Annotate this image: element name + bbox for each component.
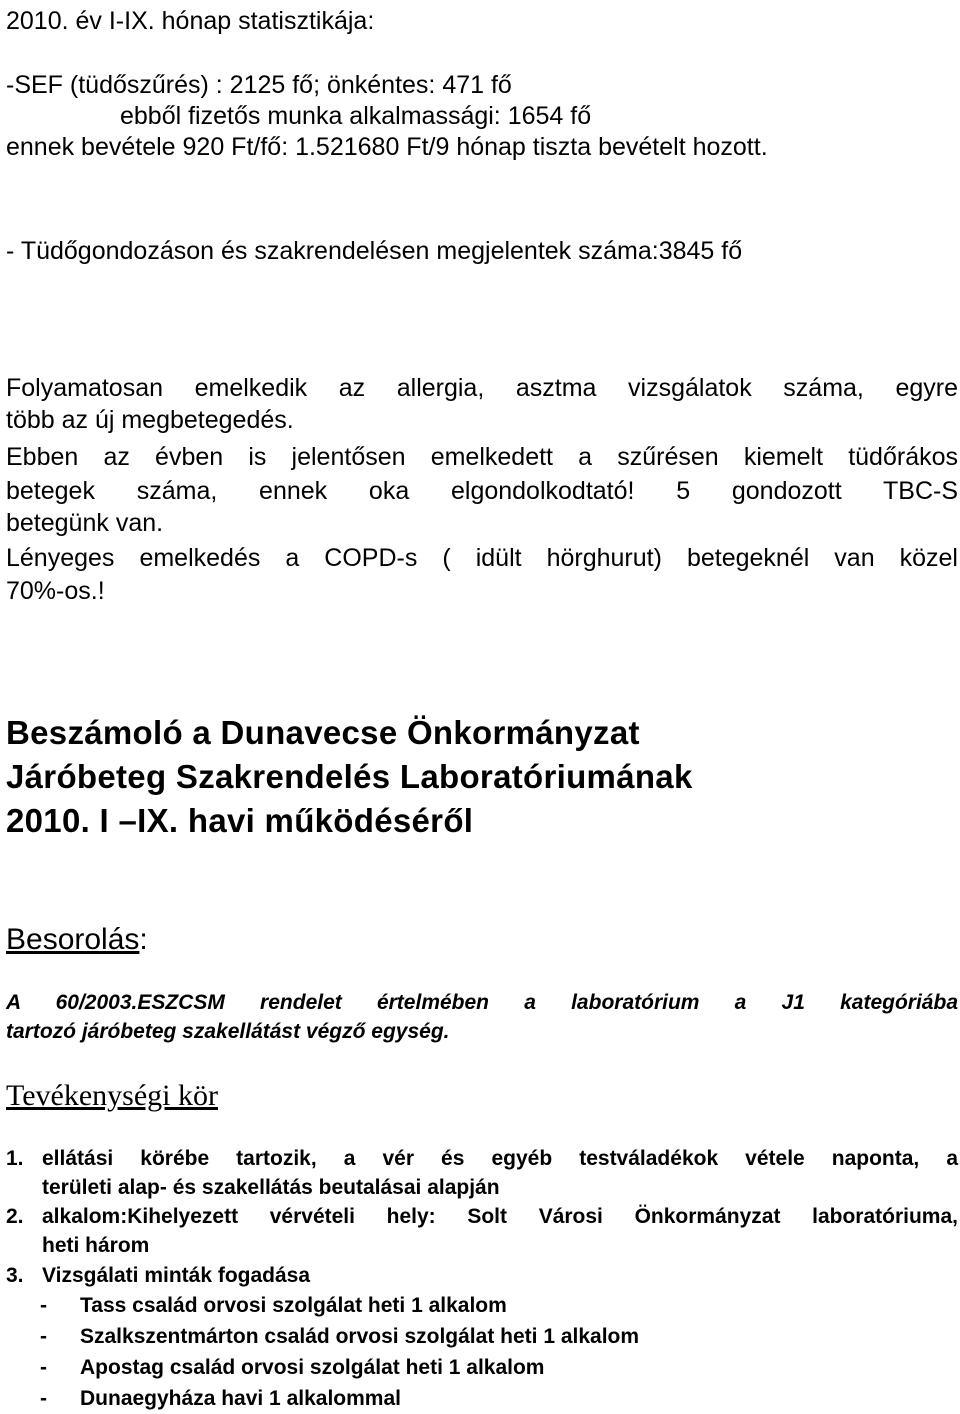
item-1-number: 1. xyxy=(6,1147,24,1170)
stats-title: 2010. év I-IX. hónap statisztikája: xyxy=(6,7,375,35)
sub-item-1-dash: - xyxy=(40,1294,47,1317)
paragraph-line-1: Folyamatosan emelkedik az allergia, asztma vizsgálatok száma, egyre xyxy=(6,374,958,402)
besorolas-heading-text: Besorolás xyxy=(6,923,140,956)
report-title-line-1: Beszámoló a Dunavecse Önkormányzat xyxy=(6,714,640,751)
item-3-line-1: Vizsgálati minták fogadása xyxy=(42,1264,311,1287)
item-3-number: 3. xyxy=(6,1264,24,1287)
sub-item-3-text: Apostag család orvosi szolgálat heti 1 alkalom xyxy=(80,1356,545,1379)
report-title-line-2: Járóbeteg Szakrendelés Laboratóriumának xyxy=(6,758,693,795)
paragraph-line-5: betegünk van. xyxy=(6,509,164,537)
sub-item-1-text: Tass család orvosi szolgálat heti 1 alkalom xyxy=(80,1294,507,1317)
stats-line-paid: ebből fizetős munka alkalmassági: 1654 fő xyxy=(120,102,592,130)
stats-line-sef: -SEF (tüdőszűrés) : 2125 fő; önkéntes: 471 fő xyxy=(6,71,512,99)
paragraph-line-2: több az új megbetegedés. xyxy=(6,406,294,434)
tevekenyseg-heading: Tevékenységi kör xyxy=(6,1079,218,1112)
paragraph-line-3: Ebben az évben is jelentősen emelkedett a szűrésen kiemelt tüdőrákos xyxy=(6,443,958,471)
paragraph-line-7: 70%-os.! xyxy=(6,577,105,605)
besorolas-line-1: A 60/2003.ESZCSM rendelet értelmében a laboratórium a J1 kategóriába xyxy=(6,991,958,1014)
item-1-line-2: területi alap- és szakellátás beutalásai alapján xyxy=(42,1176,500,1199)
sub-item-3-dash: - xyxy=(40,1356,47,1379)
item-2-number: 2. xyxy=(6,1205,24,1228)
paragraph-line-6: Lényeges emelkedés a COPD-s ( idült hörghurut) betegeknél van közel xyxy=(6,544,958,572)
sub-item-4-dash: - xyxy=(40,1387,47,1410)
sub-item-2-text: Szalkszentmárton család orvosi szolgálat heti 1 alkalom xyxy=(80,1325,640,1348)
paragraph-line-4: betegek száma, ennek oka elgondolkodtató! 5 gondozott TBC-S xyxy=(6,477,958,505)
besorolas-heading xyxy=(6,922,148,958)
item-1-line-1: ellátási körébe tartozik, a vér és egyéb testváladékok vétele naponta, a xyxy=(42,1147,958,1170)
stats-line-visits: - Tüdőgondozáson és szakrendelésen megjelentek száma:3845 fő xyxy=(6,237,743,265)
stats-line-revenue: ennek bevétele 920 Ft/fő: 1.521680 Ft/9 hónap tiszta bevételt hozott. xyxy=(6,133,768,161)
sub-item-2-dash: - xyxy=(40,1325,47,1348)
report-title-line-3: 2010. I –IX. havi működéséről xyxy=(6,802,474,839)
besorolas-line-2: tartozó járóbeteg szakellátást végző egység. xyxy=(6,1020,450,1043)
item-2-line-2: heti három xyxy=(42,1234,150,1257)
sub-item-4-text: Dunaegyháza havi 1 alkalommal xyxy=(80,1387,401,1410)
item-2-line-1: alkalom:Kihelyezett vérvételi hely: Solt Városi Önkormányzat laboratóriuma, xyxy=(42,1205,958,1228)
besorolas-heading-colon: : xyxy=(139,923,148,956)
